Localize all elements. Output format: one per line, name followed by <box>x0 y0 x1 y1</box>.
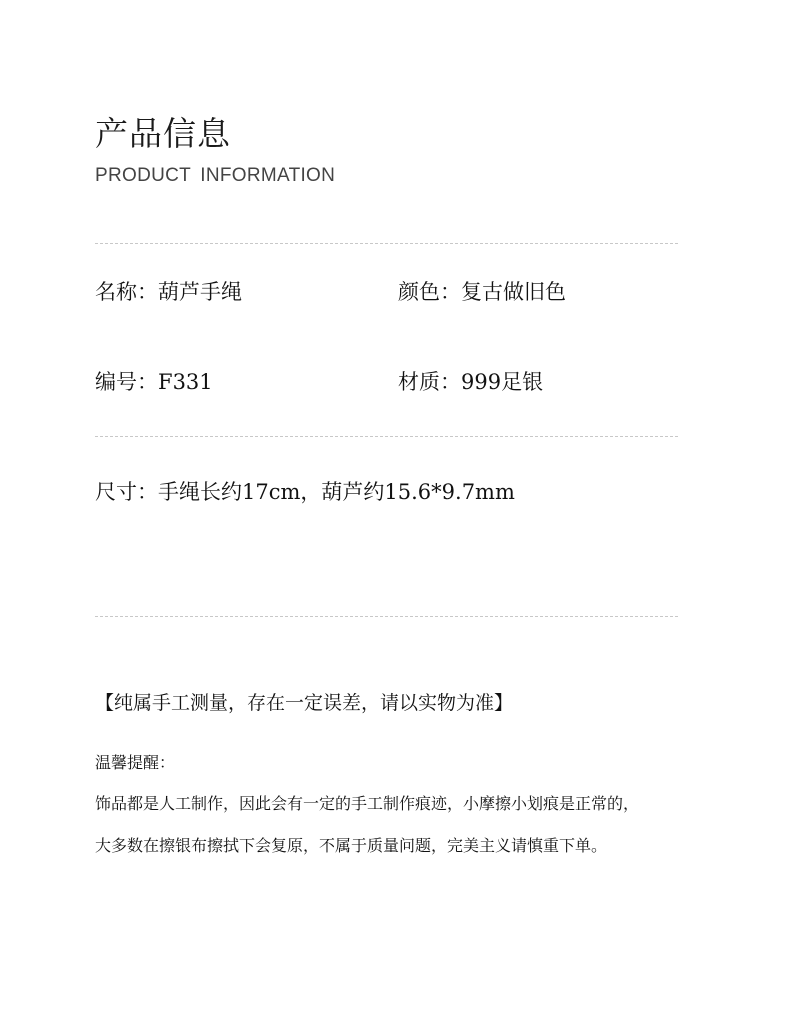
product-material-field <box>398 366 543 396</box>
dashed-divider <box>95 243 678 244</box>
product-name-value: 葫芦手绳 <box>158 280 242 304</box>
product-code-value: F331 <box>158 370 213 394</box>
reminder-line: 大多数在擦银布擦拭下会复原，不属于质量问题，完美主义请慎重下单。 <box>95 836 608 855</box>
reminder-line: 饰品都是人工制作，因此会有一定的手工制作痕迹，小摩擦小划痕是正常的， <box>95 794 640 813</box>
dashed-divider <box>95 616 678 617</box>
reminder-title: 温馨提醒： <box>95 753 176 772</box>
product-color-value: 复古做旧色 <box>461 280 566 304</box>
page-title: 产品信息 <box>95 114 231 153</box>
product-material-value: 999足银 <box>461 370 544 394</box>
measurement-note: 【纯属手工测量，存在一定误差，请以实物为准】 <box>95 692 514 714</box>
product-size-label: 尺寸： <box>95 480 158 504</box>
product-code-label: 编号： <box>95 370 158 394</box>
product-color-label: 颜色： <box>398 280 461 304</box>
product-size-value: 手绳长约17cm，葫芦约15.6*9.7mm <box>158 480 515 504</box>
dashed-divider <box>95 436 678 437</box>
product-size-field <box>95 476 515 506</box>
product-code-field <box>95 366 213 396</box>
product-name-field <box>95 276 242 306</box>
page-subtitle: PRODUCT INFORMATION <box>95 165 336 186</box>
product-name-label: 名称： <box>95 280 158 304</box>
product-material-label: 材质： <box>398 370 461 394</box>
product-color-field <box>398 276 566 306</box>
